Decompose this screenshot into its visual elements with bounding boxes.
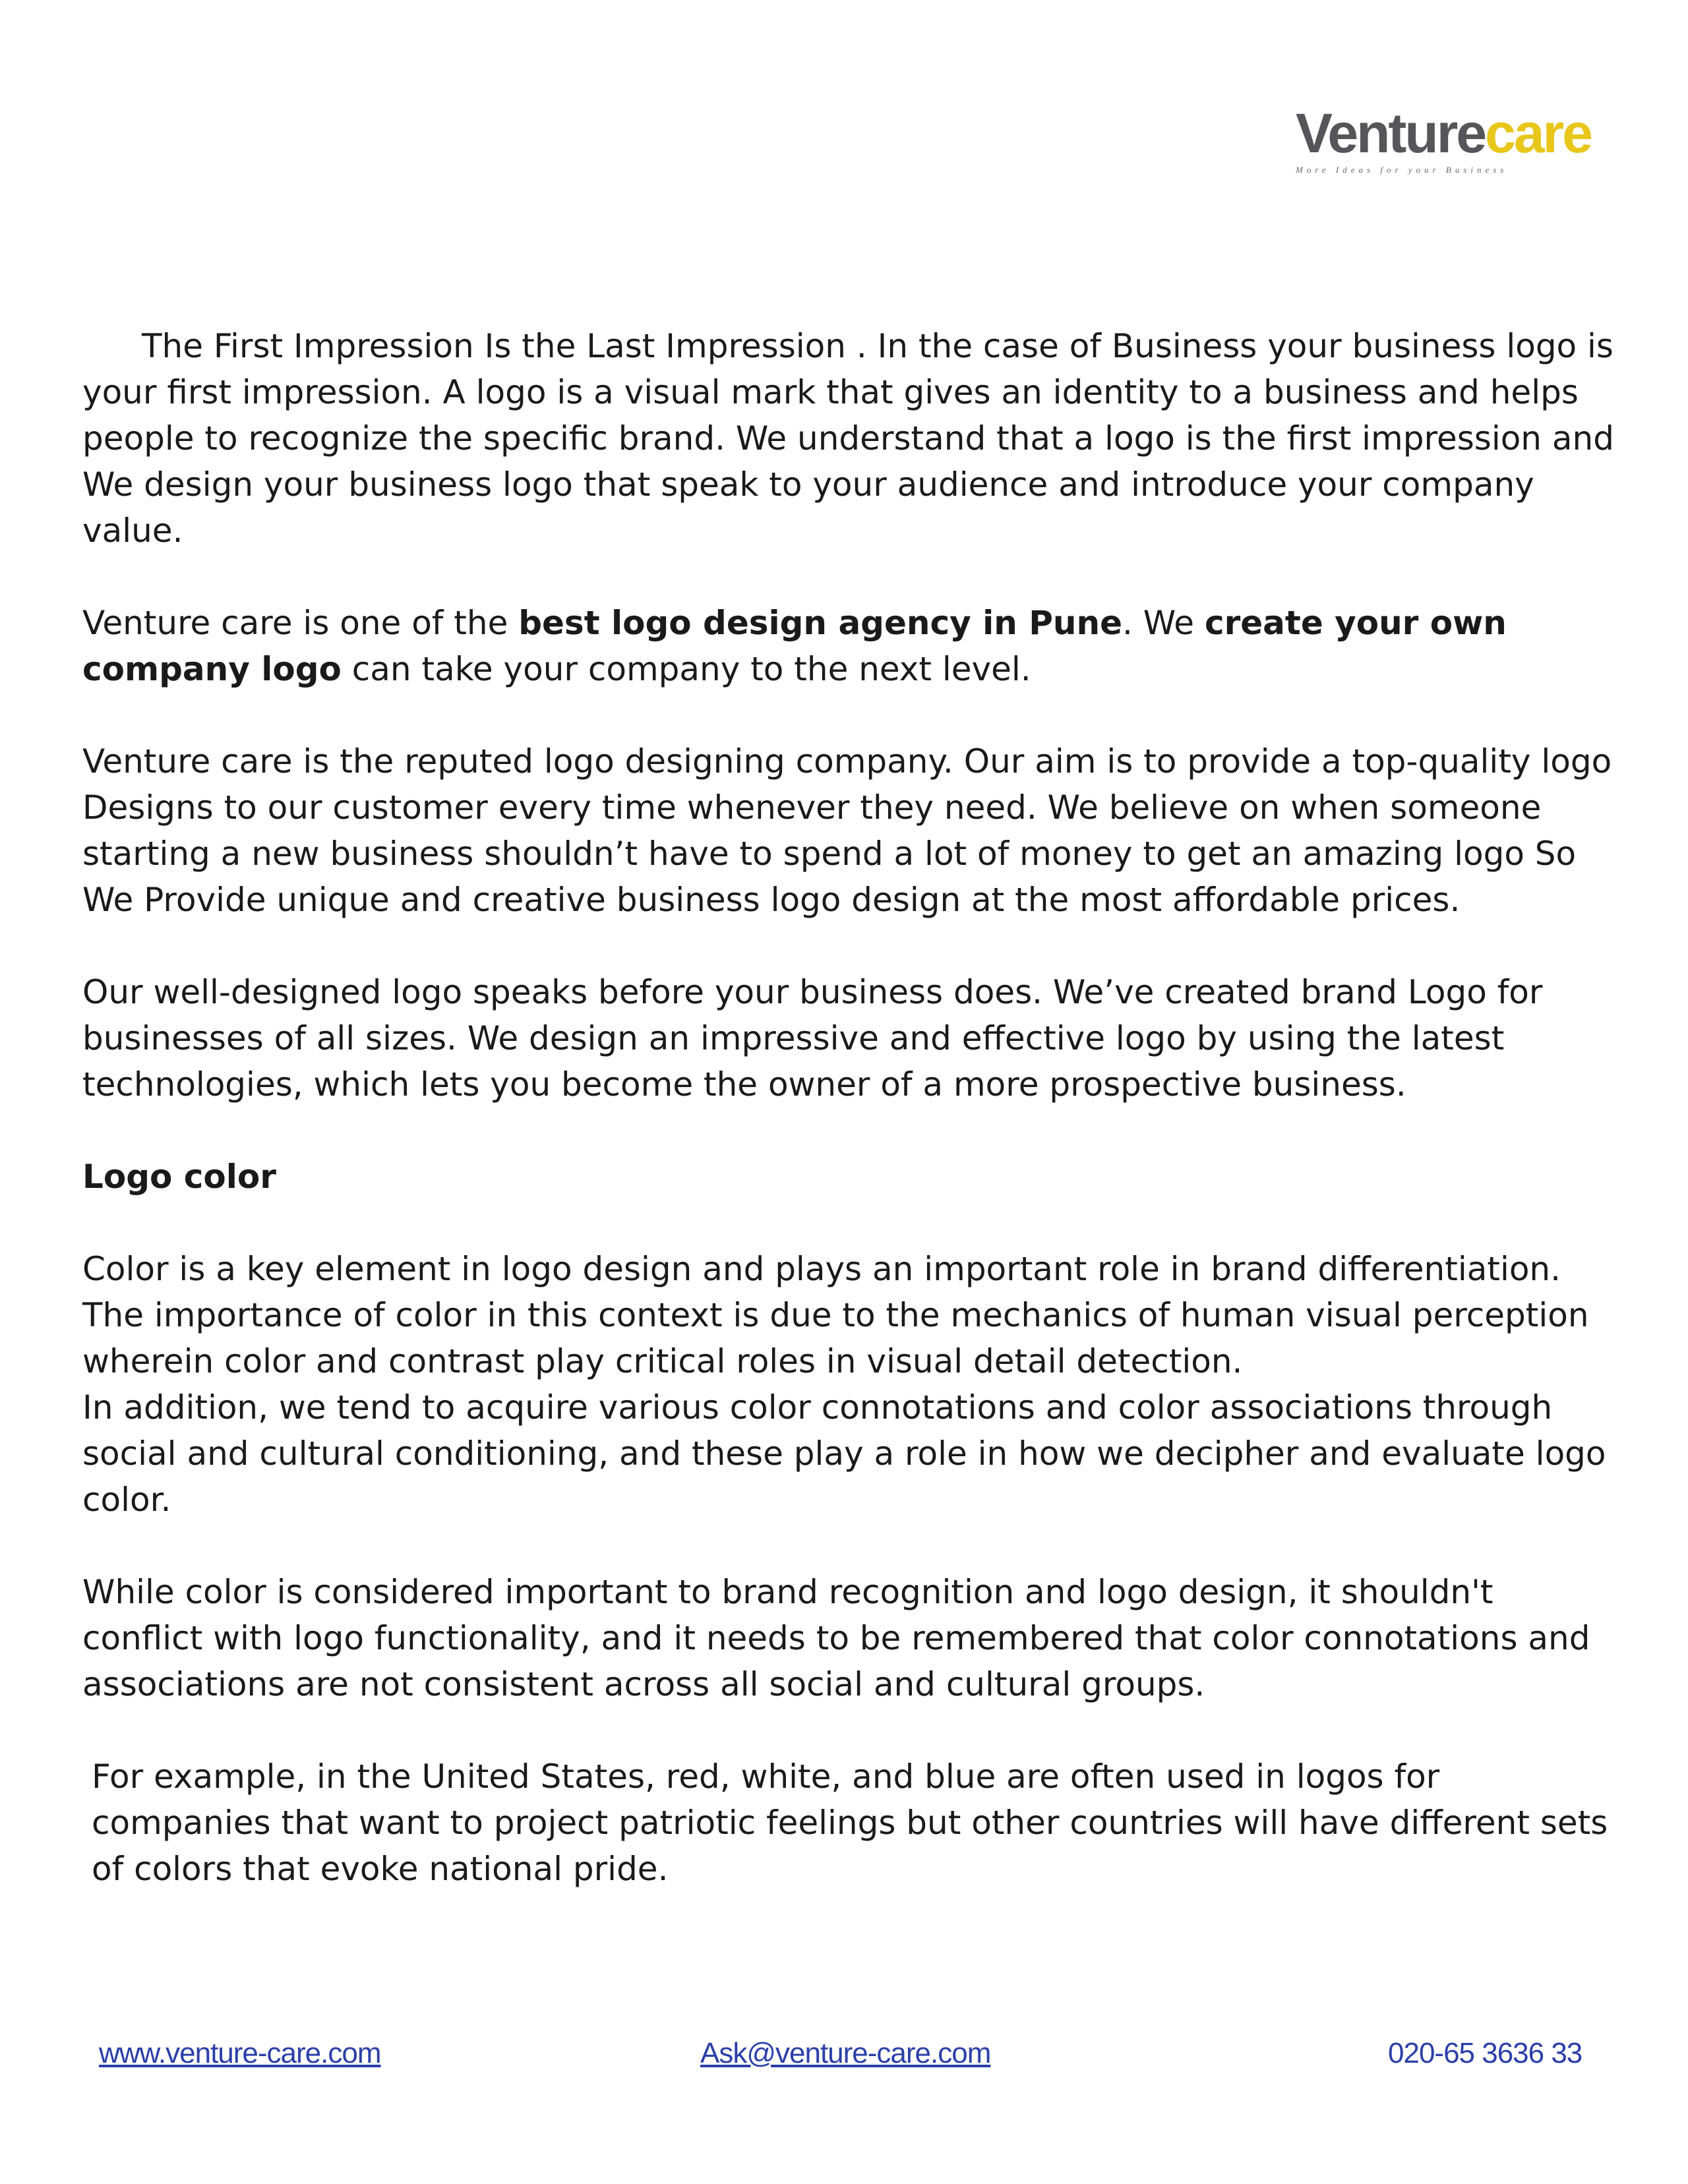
paragraph-color-connotations: In addition, we tend to acquire various color connotations and color associations through social and cultural conditioning, and these play a role in how we decipher and evaluate logo color. xyxy=(82,1388,1606,1519)
paragraph-color-key: Color is a key element in logo design and plays an important role in brand differentiation. The importance of color in this context is due to the mechanics of human visual perception wherein color and contrast play critical roles in visual detail detection. xyxy=(82,1250,1589,1380)
logo-tagline: More Ideas for your Business xyxy=(1296,165,1508,175)
paragraph-agency-text-1: Venture care is one of the xyxy=(82,604,519,642)
keyword-best-logo-agency: best logo design agency in Pune xyxy=(518,604,1123,642)
email-link[interactable]: Ask@venture-care.com xyxy=(700,2037,991,2069)
paragraph-intro: The First Impression Is the Last Impression . In the case of Business your business logo is your first impression. A logo is a visual mark that gives an identity to a business and helps people to recognize the specific brand. We understand that a logo is the first impression and We design your business logo that speak to your audience and introduce your company value. xyxy=(82,327,1614,550)
paragraph-agency-text-2: . We xyxy=(1122,604,1205,642)
keyword-create-company-logo: create your own company logo xyxy=(82,604,1507,688)
website-link[interactable]: www.venture-care.com xyxy=(99,2037,381,2069)
document-body xyxy=(82,323,1622,1938)
company-logo xyxy=(1296,102,1591,178)
paragraph-well-designed: Our well-designed logo speaks before your business does. We’ve created brand Logo for businesses of all sizes. We design an impressive and effective logo by using the latest technologies, which lets you become the owner of a more prospective business. xyxy=(82,973,1543,1104)
logo-word-venture: Venture xyxy=(1296,102,1486,164)
logo-word-care: care xyxy=(1485,102,1591,164)
paragraph-agency-text-3: can take your company to the next level. xyxy=(341,650,1031,688)
paragraph-agency xyxy=(82,600,1622,692)
paragraph-reputed: Venture care is the reputed logo designing company. Our aim is to provide a top-quality logo Designs to our customer every time whenever they need. We believe on when someone starting a new business shouldn’t have to spend a lot of money to get an amazing logo So We Provide unique and creative business logo design at the most affordable prices. xyxy=(82,742,1612,919)
section-heading-logo-color: Logo color xyxy=(82,1158,276,1196)
paragraph-color-functionality: While color is considered important to brand recognition and logo design, it shouldn't conflict with logo functionality, and it needs to be remembered that color connotations and associations are not consistent across all social and cultural groups. xyxy=(82,1573,1590,1703)
page-footer xyxy=(0,2037,1688,2077)
logo-wordmark xyxy=(1296,102,1591,164)
paragraph-example: For example, in the United States, red, white, and blue are often used in logos for companies that want to project patriotic feelings but other countries will have different sets of colors that evoke national pride. xyxy=(92,1757,1608,1888)
phone-number: 020-65 3636 33 xyxy=(1388,2037,1582,2069)
